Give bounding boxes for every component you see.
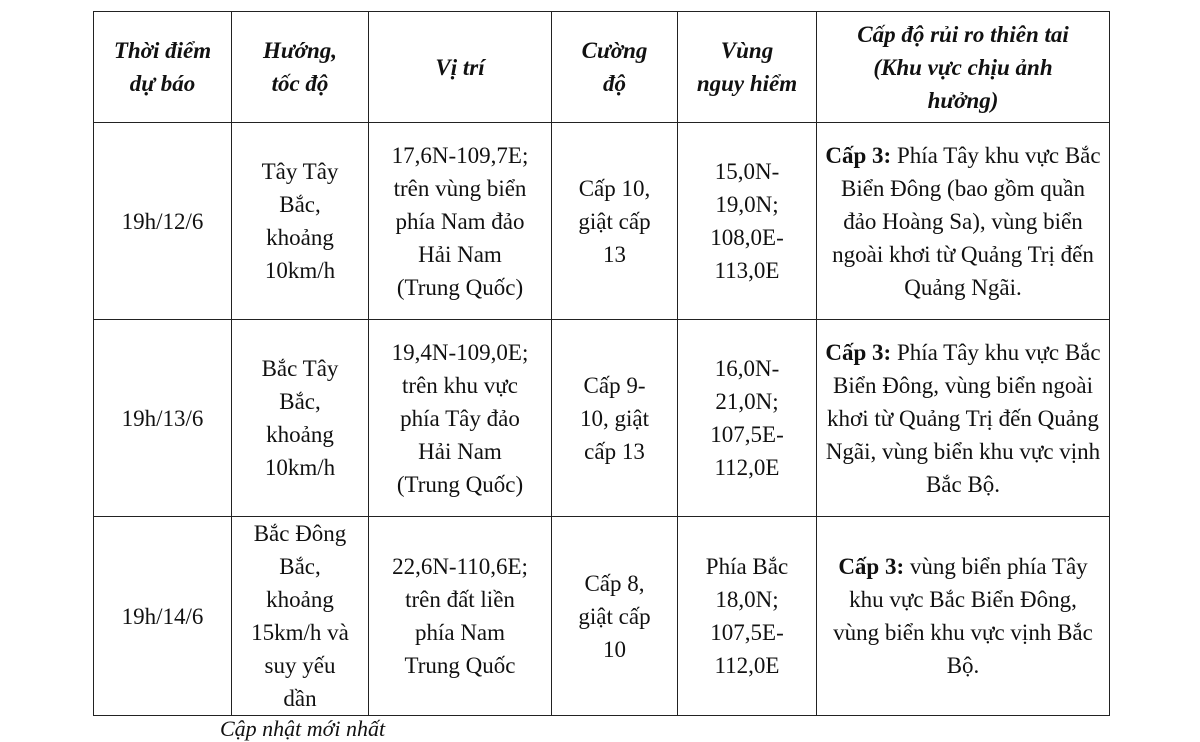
cell-risk xyxy=(817,517,1110,716)
header-direction: Hướng, tốc độ xyxy=(232,12,369,123)
header-risk-level: Cấp độ rủi ro thiên tai (Khu vực chịu ảnh hưởng) xyxy=(817,12,1110,123)
table-row xyxy=(94,517,1110,716)
cell-time: 19h/12/6 xyxy=(94,123,232,320)
header-time: Thời điểm dự báo xyxy=(94,12,232,123)
risk-level-label: Cấp 3: xyxy=(838,554,905,579)
cell-position: 17,6N-109,7E; trên vùng biển phía Nam đảo Hải Nam (Trung Quốc) xyxy=(369,123,552,320)
risk-level-label: Cấp 3: xyxy=(825,142,892,168)
cell-danger-zone: 15,0N- 19,0N; 108,0E- 113,0E xyxy=(678,123,817,320)
cell-time: 19h/14/6 xyxy=(94,517,232,716)
cell-position: 19,4N-109,0E; trên khu vực phía Tây đảo Hải Nam (Trung Quốc) xyxy=(369,320,552,517)
cell-time: 19h/13/6 xyxy=(94,320,232,517)
forecast-table xyxy=(93,11,1110,716)
risk-area-text: vùng biển phía Tây khu vực Bắc Biển Đông, vùng biển khu vực vịnh Bắc Bộ. xyxy=(833,554,1093,678)
cell-danger-zone: Phía Bắc 18,0N; 107,5E- 112,0E xyxy=(678,517,817,716)
header-position: Vị trí xyxy=(369,12,552,123)
cell-danger-zone: 16,0N- 21,0N; 107,5E- 112,0E xyxy=(678,320,817,517)
footer-note: Cập nhật mới nhất xyxy=(220,716,386,741)
cell-position: 22,6N-110,6E; trên đất liền phía Nam Trung Quốc xyxy=(369,517,552,716)
risk-level-label: Cấp 3: xyxy=(825,339,892,365)
header-row xyxy=(94,12,1110,123)
cell-intensity: Cấp 8, giật cấp 10 xyxy=(552,517,678,716)
cell-direction: Tây Tây Bắc, khoảng 10km/h xyxy=(232,123,369,320)
cell-risk xyxy=(817,123,1110,320)
risk-area-text: Phía Tây khu vực Bắc Biển Đông, vùng biển ngoài khơi từ Quảng Trị đến Quảng Ngãi, vùng biển khu vực vịnh Bắc Bộ. xyxy=(825,339,1101,497)
cell-risk xyxy=(817,320,1110,517)
cell-intensity: Cấp 9- 10, giật cấp 13 xyxy=(552,320,678,517)
cell-direction: Bắc Đông Bắc, khoảng 15km/h và suy yếu dần xyxy=(232,517,369,716)
table-row xyxy=(94,123,1110,320)
cell-direction: Bắc Tây Bắc, khoảng 10km/h xyxy=(232,320,369,517)
table-row xyxy=(94,320,1110,517)
header-danger-zone: Vùng nguy hiểm xyxy=(678,12,817,123)
cell-intensity: Cấp 10, giật cấp 13 xyxy=(552,123,678,320)
risk-area-text: Phía Tây khu vực Bắc Biển Đông (bao gồm quần đảo Hoàng Sa), vùng biển ngoài khơi từ Quảng Trị đến Quảng Ngãi. xyxy=(832,142,1101,300)
header-intensity: Cường độ xyxy=(552,12,678,123)
